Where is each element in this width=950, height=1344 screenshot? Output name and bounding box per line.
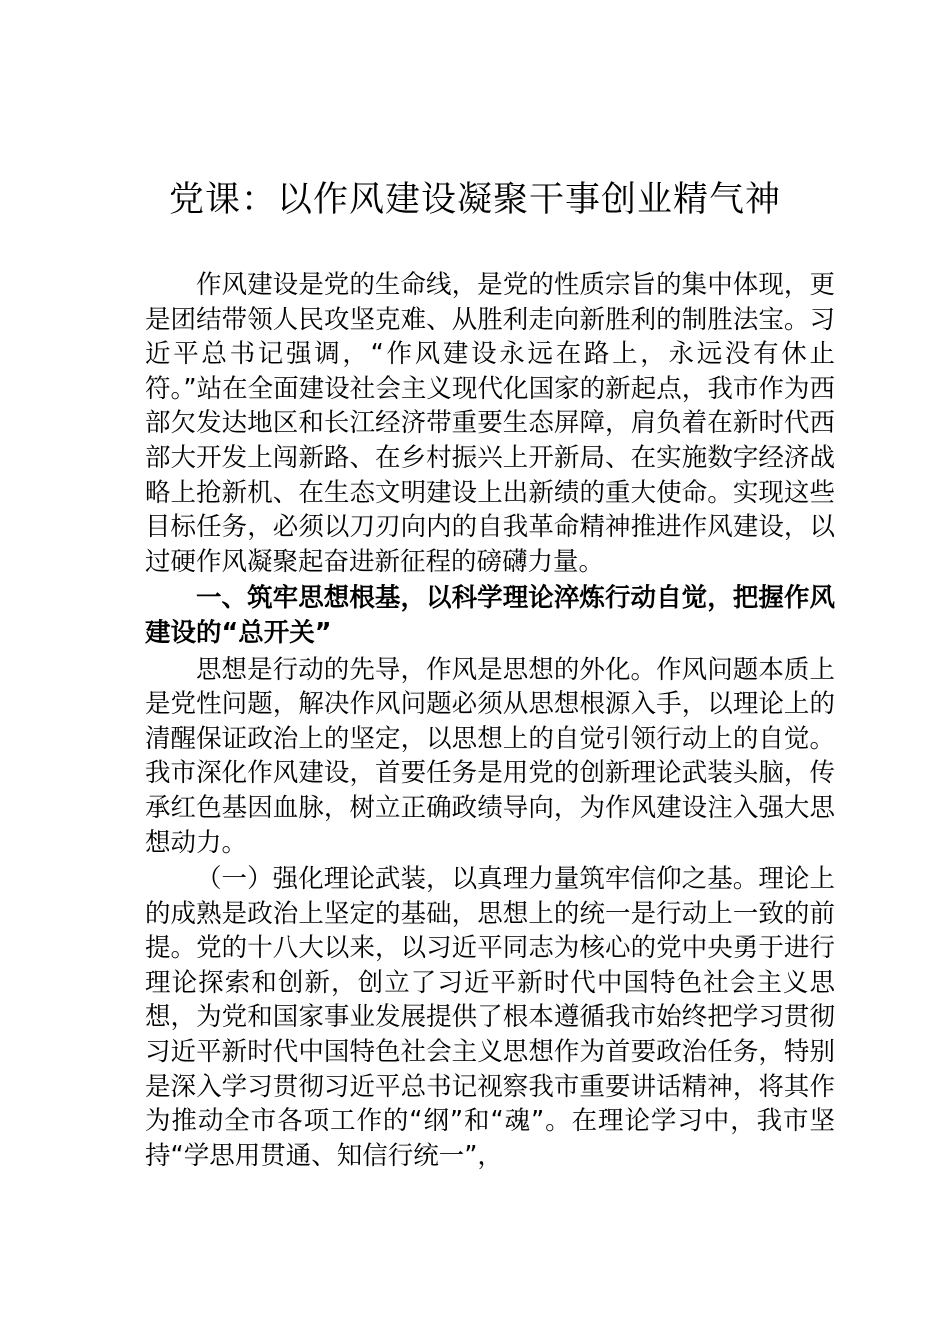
section-1-paragraph: 思想是行动的先导，作风是思想的外化。作风问题本质上是党性问题，解决作风问题必须从思想根源入手，以理论上的清醒保证政治上的坚定，以思想上的自觉引领行动上的自觉。我市深化作风建设，首要任务是用党的创新理论武装头脑，传承红色基因血脉，树立正确政绩导向，为作风建设注入强大思想动力。 [145,654,835,858]
intro-paragraph: 作风建设是党的生命线，是党的性质宗旨的集中体现，更是团结带领人民攻坚克难、从胜利走向新胜利的制胜法宝。习近平总书记强调，“作风建设永远在路上，永远没有休止符。”站在全面建设社会主义现代化国家的新起点，我市作为西部欠发达地区和长江经济带重要生态屏障，肩负着在新时代西部大开发上闯新路、在乡村振兴上开新局、在实施数字经济战略上抢新机、在生态文明建设上出新绩的重大使命。实现这些目标任务，必须以刀刃向内的自我革命精神推进作风建设，以过硬作风凝聚起奋进新征程的磅礴力量。 [145,270,835,577]
section-heading-1: 一、筑牢思想根基，以科学理论淬炼行动自觉，把握作风建设的“总开关” [145,583,835,648]
document-title: 党课：以作风建设凝聚干事创业精气神 [168,180,781,220]
subsection-1-paragraph: （一）强化理论武装，以真理力量筑牢信仰之基。理论上的成熟是政治上坚定的基础，思想上的统一是行动上一致的前提。党的十八大以来，以习近平同志为核心的党中央勇于进行理论探索和创新，创立了习近平新时代中国特色社会主义思想，为党和国家事业发展提供了根本遵循我市始终把学习贯彻习近平新时代中国特色社会主义思想作为首要政治任务，特别是深入学习贯彻习近平总书记视察我市重要讲话精神，将其作为推动全市各项工作的“纲”和“魂”。在理论学习中，我市坚持“学思用贯通、知信行统一”， [145,864,835,1171]
document-body [145,268,835,1173]
